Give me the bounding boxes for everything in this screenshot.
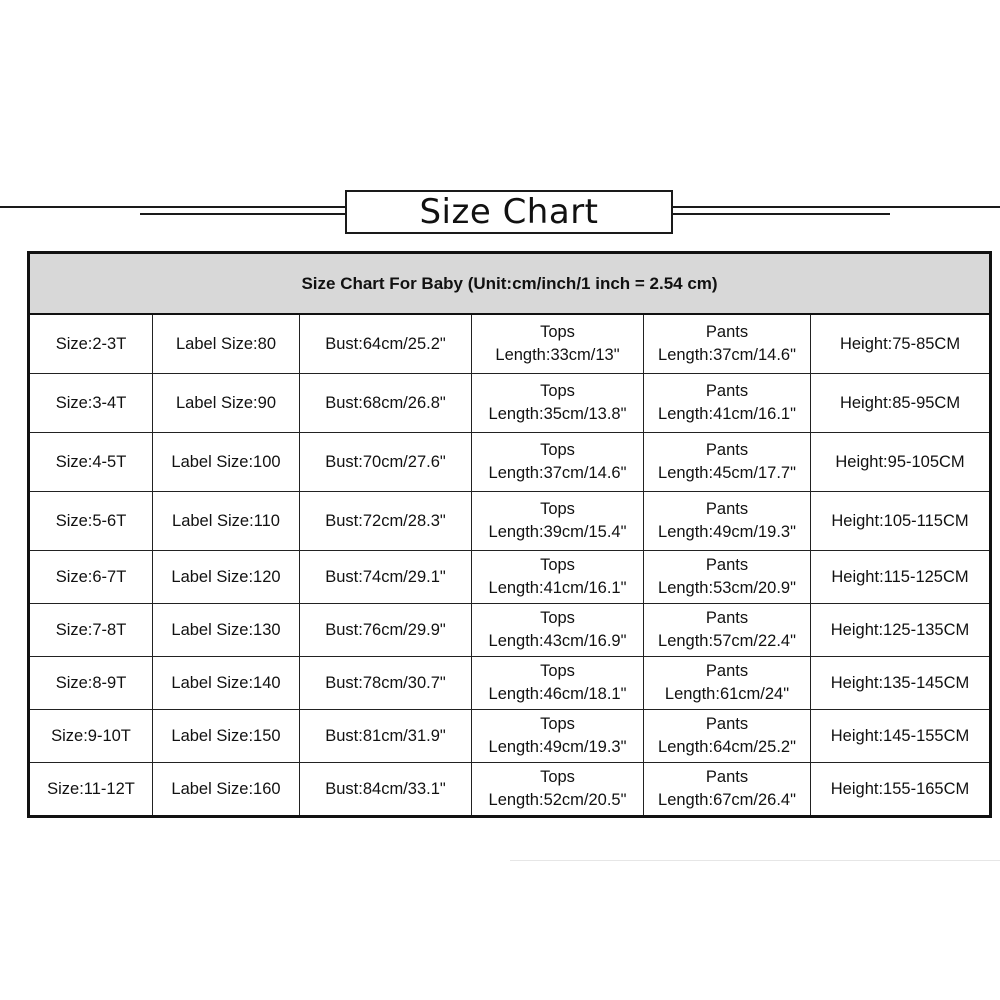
size-cell-text: Size:3-4T	[55, 393, 127, 412]
pants-length-cell	[644, 710, 811, 763]
table-row	[29, 604, 991, 657]
size-cell-text: Size:2-3T	[55, 334, 127, 353]
tops-length-cell-text: Tops	[540, 609, 575, 627]
tops-length-cell-text: Tops	[540, 500, 575, 518]
label-size-cell	[153, 604, 300, 657]
pants-length-cell-text: Length:53cm/20.9"	[658, 579, 796, 597]
height-cell-text: Height:135-145CM	[830, 673, 970, 692]
bust-cell-text: Bust:76cm/29.9"	[325, 620, 446, 639]
height-cell-text: Height:155-165CM	[830, 779, 970, 798]
bust-cell-text: Bust:72cm/28.3"	[325, 511, 446, 530]
size-cell-text: Size:5-6T	[55, 511, 127, 530]
height-cell	[811, 551, 991, 604]
height-cell-text: Height:145-155CM	[830, 726, 970, 745]
pants-length-cell-text: Pants	[705, 662, 749, 680]
pants-length-cell	[644, 433, 811, 492]
banner-left-line	[140, 213, 345, 215]
tops-length-cell	[472, 710, 644, 763]
bust-cell	[300, 710, 472, 763]
caption-row	[29, 253, 991, 315]
bust-cell-text: Bust:84cm/33.1"	[325, 779, 446, 798]
pants-length-cell-text: Pants	[705, 500, 749, 518]
page-title: Size Chart	[419, 192, 599, 232]
bust-cell	[300, 433, 472, 492]
tops-length-cell-text: Tops	[540, 323, 575, 341]
height-cell	[811, 314, 991, 374]
size-cell	[29, 710, 153, 763]
height-cell-text: Height:115-125CM	[831, 567, 969, 586]
label-size-cell	[153, 710, 300, 763]
pants-length-cell-text: Pants	[705, 768, 749, 786]
label-size-cell-text: Label Size:120	[171, 567, 281, 586]
table-row	[29, 433, 991, 492]
faint-divider	[510, 860, 1000, 861]
tops-length-cell	[472, 763, 644, 817]
pants-length-cell-text: Pants	[705, 609, 749, 627]
tops-length-cell-text: Length:39cm/15.4"	[488, 523, 627, 541]
bust-cell	[300, 657, 472, 710]
size-cell-text: Size:9-10T	[51, 726, 131, 745]
size-chart-table	[27, 251, 992, 818]
height-cell	[811, 657, 991, 710]
tops-length-cell-text: Length:49cm/19.3"	[488, 738, 627, 756]
bust-cell-text: Bust:81cm/31.9"	[325, 726, 446, 745]
size-cell	[29, 374, 153, 433]
tops-length-cell-text: Length:37cm/14.6"	[488, 464, 627, 482]
table-row	[29, 763, 991, 817]
size-cell	[29, 492, 153, 551]
title-banner	[345, 190, 673, 234]
label-size-cell	[153, 551, 300, 604]
height-cell	[811, 763, 991, 817]
tops-length-cell-text: Tops	[540, 715, 575, 733]
bust-cell	[300, 763, 472, 817]
height-cell	[811, 492, 991, 551]
height-cell	[811, 604, 991, 657]
height-cell-text: Height:95-105CM	[835, 452, 965, 471]
pants-length-cell-text: Pants	[705, 323, 749, 341]
bust-cell	[300, 492, 472, 551]
table-row	[29, 314, 991, 374]
pants-length-cell-text: Length:57cm/22.4"	[658, 632, 796, 650]
tops-length-cell	[472, 551, 644, 604]
pants-length-cell-text: Length:49cm/19.3"	[658, 523, 796, 541]
bust-cell	[300, 604, 472, 657]
pants-length-cell-text: Length:64cm/25.2"	[658, 738, 796, 756]
tops-length-cell	[472, 604, 644, 657]
label-size-cell-text: Label Size:90	[176, 393, 276, 412]
tops-length-cell-text: Length:52cm/20.5"	[488, 791, 627, 809]
tops-length-cell-text: Length:35cm/13.8"	[488, 405, 627, 423]
size-cell	[29, 763, 153, 817]
tops-length-cell-text: Tops	[540, 441, 575, 459]
pants-length-cell-text: Pants	[705, 441, 749, 459]
banner-right-line	[673, 213, 890, 215]
tops-length-cell	[472, 314, 644, 374]
tops-length-cell-text: Tops	[540, 556, 575, 574]
tops-length-cell-text: Length:33cm/13"	[495, 346, 620, 364]
tops-length-cell-text: Tops	[540, 662, 575, 680]
label-size-cell-text: Label Size:140	[171, 673, 281, 692]
label-size-cell-text: Label Size:150	[171, 726, 281, 745]
height-cell-text: Height:125-135CM	[830, 620, 970, 639]
height-cell-text: Height:75-85CM	[839, 334, 961, 353]
size-cell	[29, 433, 153, 492]
table-row	[29, 710, 991, 763]
height-cell-text: Height:105-115CM	[831, 511, 969, 530]
height-cell-text: Height:85-95CM	[839, 393, 961, 412]
tops-length-cell-text: Length:41cm/16.1"	[488, 579, 627, 597]
pants-length-cell	[644, 657, 811, 710]
pants-length-cell	[644, 763, 811, 817]
label-size-cell-text: Label Size:110	[172, 511, 280, 530]
tops-length-cell-text: Length:46cm/18.1"	[488, 685, 627, 703]
label-size-cell	[153, 433, 300, 492]
label-size-cell	[153, 763, 300, 817]
size-cell-text: Size:7-8T	[55, 620, 127, 639]
bust-cell	[300, 374, 472, 433]
tops-length-cell	[472, 374, 644, 433]
label-size-cell	[153, 314, 300, 374]
size-cell-text: Size:6-7T	[55, 567, 127, 586]
table-row	[29, 657, 991, 710]
size-cell	[29, 657, 153, 710]
pants-length-cell-text: Pants	[705, 715, 749, 733]
pants-length-cell-text: Pants	[705, 556, 749, 574]
pants-length-cell-text: Length:67cm/26.4"	[658, 791, 796, 809]
label-size-cell-text: Label Size:160	[171, 779, 281, 798]
table-caption: Size Chart For Baby (Unit:cm/inch/1 inch = 2.54 cm)	[29, 253, 991, 315]
table-row	[29, 492, 991, 551]
label-size-cell-text: Label Size:80	[176, 334, 276, 353]
pants-length-cell	[644, 374, 811, 433]
pants-length-cell-text: Length:41cm/16.1"	[658, 405, 796, 423]
pants-length-cell	[644, 551, 811, 604]
pants-length-cell-text: Pants	[705, 382, 749, 400]
label-size-cell	[153, 492, 300, 551]
height-cell	[811, 710, 991, 763]
bust-cell-text: Bust:68cm/26.8"	[325, 393, 446, 412]
tops-length-cell	[472, 433, 644, 492]
pants-length-cell-text: Length:37cm/14.6"	[658, 346, 796, 364]
pants-length-cell-text: Length:45cm/17.7"	[658, 464, 796, 482]
table-row	[29, 551, 991, 604]
label-size-cell-text: Label Size:130	[171, 620, 281, 639]
bust-cell-text: Bust:78cm/30.7"	[325, 673, 446, 692]
bust-cell-text: Bust:64cm/25.2"	[325, 334, 446, 353]
tops-length-cell-text: Length:43cm/16.9"	[488, 632, 627, 650]
label-size-cell	[153, 657, 300, 710]
table-row	[29, 374, 991, 433]
size-cell-text: Size:8-9T	[55, 673, 127, 692]
pants-length-cell	[644, 314, 811, 374]
size-cell	[29, 314, 153, 374]
tops-length-cell	[472, 657, 644, 710]
pants-length-cell	[644, 604, 811, 657]
bust-cell-text: Bust:74cm/29.1"	[325, 567, 446, 586]
bust-cell	[300, 551, 472, 604]
bust-cell	[300, 314, 472, 374]
height-cell	[811, 433, 991, 492]
height-cell	[811, 374, 991, 433]
size-cell	[29, 604, 153, 657]
pants-length-cell	[644, 492, 811, 551]
label-size-cell	[153, 374, 300, 433]
tops-length-cell-text: Tops	[540, 382, 575, 400]
tops-length-cell-text: Tops	[540, 768, 575, 786]
size-cell	[29, 551, 153, 604]
tops-length-cell	[472, 492, 644, 551]
size-cell-text: Size:11-12T	[47, 779, 135, 798]
pants-length-cell-text: Length:61cm/24"	[664, 685, 790, 703]
label-size-cell-text: Label Size:100	[171, 452, 281, 471]
size-cell-text: Size:4-5T	[55, 452, 127, 471]
bust-cell-text: Bust:70cm/27.6"	[325, 452, 446, 471]
